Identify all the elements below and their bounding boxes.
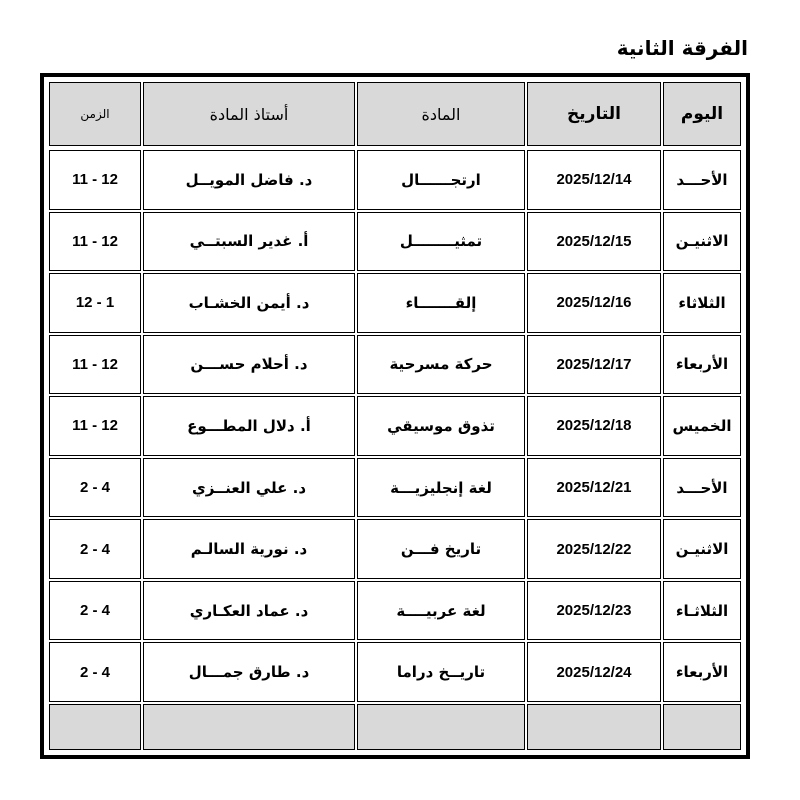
empty-cell — [527, 704, 661, 750]
teacher-cell: د. نورية السالـم — [143, 519, 355, 579]
table-header-row — [49, 82, 741, 146]
subject-cell: إلقـــــــاء — [357, 273, 525, 333]
page-title: الفرقة الثانية — [616, 36, 748, 60]
subject-cell: لغة إنجليزيـــة — [357, 458, 525, 518]
day-cell: الثلاثـاء — [663, 581, 741, 641]
table-row — [49, 150, 741, 210]
time-cell: 2 - 4 — [49, 519, 141, 579]
header-time: الزمن — [49, 82, 141, 146]
day-cell: الاثنيـن — [663, 519, 741, 579]
day-cell: الخميس — [663, 396, 741, 456]
time-cell: 11 - 12 — [49, 335, 141, 395]
table-row — [49, 519, 741, 579]
teacher-cell: أ. غدير السبتــي — [143, 212, 355, 272]
empty-footer-row — [49, 704, 741, 750]
time-cell: 2 - 4 — [49, 581, 141, 641]
date-cell: 2025/12/15 — [527, 212, 661, 272]
date-cell: 2025/12/18 — [527, 396, 661, 456]
time-cell: 11 - 12 — [49, 150, 141, 210]
teacher-cell: د. أيمن الخشـاب — [143, 273, 355, 333]
date-cell: 2025/12/16 — [527, 273, 661, 333]
empty-cell — [357, 704, 525, 750]
teacher-cell: د. طارق جمـــال — [143, 642, 355, 702]
teacher-cell: د. فاضل المويــل — [143, 150, 355, 210]
table-row — [49, 581, 741, 641]
table-row — [49, 212, 741, 272]
teacher-cell: د. أحلام حســـن — [143, 335, 355, 395]
date-cell: 2025/12/14 — [527, 150, 661, 210]
teacher-cell: أ. دلال المطـــوع — [143, 396, 355, 456]
header-teacher: أستاذ المادة — [143, 82, 355, 146]
table-body — [49, 148, 741, 750]
subject-cell: حركة مسرحية — [357, 335, 525, 395]
subject-cell: تذوق موسيقي — [357, 396, 525, 456]
header-date: التاريخ — [527, 82, 661, 146]
date-cell: 2025/12/22 — [527, 519, 661, 579]
header-subject: المادة — [357, 82, 525, 146]
empty-cell — [143, 704, 355, 750]
date-cell: 2025/12/21 — [527, 458, 661, 518]
table-row — [49, 396, 741, 456]
subject-cell: تمثيــــــــل — [357, 212, 525, 272]
time-cell: 2 - 4 — [49, 458, 141, 518]
table-row — [49, 335, 741, 395]
day-cell: الاثنيـن — [663, 212, 741, 272]
date-cell: 2025/12/23 — [527, 581, 661, 641]
table-row — [49, 458, 741, 518]
empty-cell — [663, 704, 741, 750]
day-cell: الأربعاء — [663, 335, 741, 395]
subject-cell: ارتجــــــال — [357, 150, 525, 210]
subject-cell: لغة عربيــــة — [357, 581, 525, 641]
empty-cell — [49, 704, 141, 750]
time-cell: 2 - 4 — [49, 642, 141, 702]
time-cell: 12 - 1 — [49, 273, 141, 333]
date-cell: 2025/12/24 — [527, 642, 661, 702]
subject-cell: تاريــخ دراما — [357, 642, 525, 702]
time-cell: 11 - 12 — [49, 212, 141, 272]
day-cell: الأحـــد — [663, 458, 741, 518]
table-row — [49, 273, 741, 333]
day-cell: الثلاثاء — [663, 273, 741, 333]
day-cell: الأحـــد — [663, 150, 741, 210]
teacher-cell: د. علي العنــزي — [143, 458, 355, 518]
exam-schedule-table — [47, 80, 743, 752]
subject-cell: تاريخ فـــن — [357, 519, 525, 579]
schedule-table-frame — [40, 73, 750, 759]
day-cell: الأربعاء — [663, 642, 741, 702]
date-cell: 2025/12/17 — [527, 335, 661, 395]
time-cell: 11 - 12 — [49, 396, 141, 456]
table-row — [49, 642, 741, 702]
header-day: اليوم — [663, 82, 741, 146]
teacher-cell: د. عماد العكـاري — [143, 581, 355, 641]
